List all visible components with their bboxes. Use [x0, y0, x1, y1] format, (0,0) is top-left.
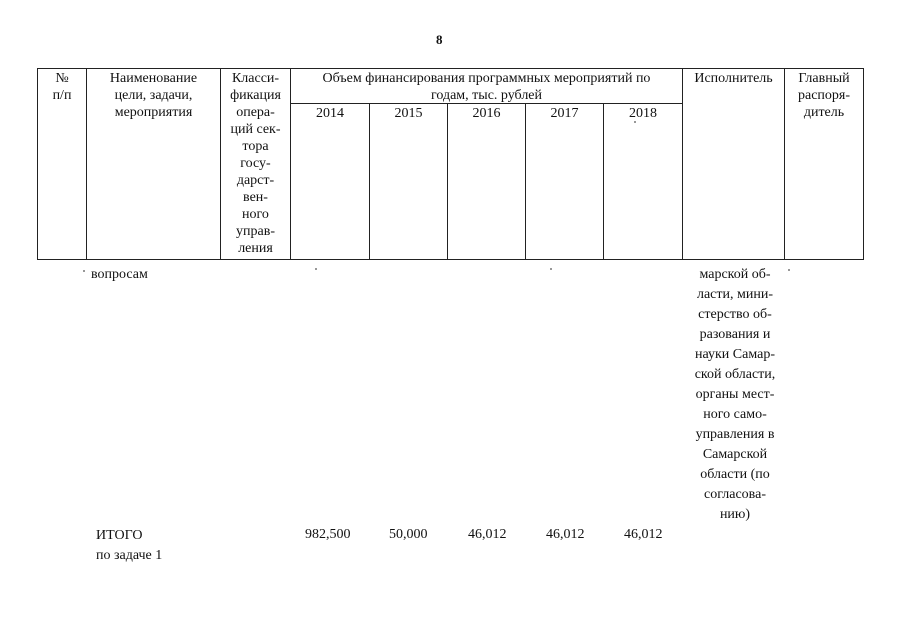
header-col-number [37, 68, 87, 260]
header-col-classification-line: управ- [236, 224, 275, 239]
header-col-classification-line: опера- [236, 105, 275, 120]
executor-line: разования и [699, 327, 771, 342]
total-label-line: ИТОГО [96, 528, 143, 543]
header-col-name-line: цели, задачи, [114, 88, 193, 103]
executor-line: марской об- [699, 267, 771, 282]
continuation-executor-text [680, 266, 790, 523]
executor-line: стерство об- [698, 307, 772, 322]
header-col-classification-line: Класси- [231, 71, 280, 86]
total-value-2016: 46,012 [468, 527, 507, 542]
scan-speck [315, 268, 317, 270]
total-label [96, 527, 162, 564]
year-label: 2018 [629, 106, 657, 121]
scan-speck [634, 121, 636, 123]
executor-line: ного само- [703, 407, 767, 422]
executor-line: науки Самар- [695, 347, 775, 362]
header-col-classification-line: ного [242, 207, 269, 222]
total-value-2017: 46,012 [546, 527, 585, 542]
header-col-classification-line: тора [242, 139, 269, 154]
header-col-classification [220, 68, 291, 260]
header-col-number-line: № [55, 71, 69, 86]
executor-line: Самарской [702, 447, 768, 462]
year-label: 2016 [472, 106, 501, 121]
header-col-number-line: п/п [52, 88, 72, 103]
executor-line: органы мест- [695, 387, 775, 402]
scan-speck [83, 270, 85, 272]
header-year-2014 [290, 103, 370, 260]
header-col-name-line: мероприятия [114, 105, 193, 120]
header-col-volume [290, 68, 683, 104]
executor-line: управления в [695, 427, 775, 442]
continuation-name-text: вопросам [91, 267, 148, 282]
executor-line: области (по [700, 467, 770, 482]
executor-line: ской области, [694, 367, 776, 382]
header-col-main-line: распоря- [797, 88, 851, 103]
executor-line: нию) [719, 507, 751, 522]
header-col-volume-line: Объем финансирования программных мероприятий по [322, 71, 651, 86]
scan-speck [550, 268, 552, 270]
executor-line: согласова- [704, 487, 766, 502]
header-col-main-manager [784, 68, 864, 260]
header-col-classification-line: вен- [243, 190, 268, 205]
table-header [37, 68, 864, 260]
scan-speck [788, 269, 790, 271]
header-col-main-line: дитель [803, 105, 845, 120]
year-label: 2017 [550, 106, 579, 121]
header-col-volume-line: годам, тыс. рублей [430, 88, 543, 103]
header-year-2015 [369, 103, 448, 260]
total-value-2014: 982,500 [305, 527, 351, 542]
year-label: 2015 [394, 106, 423, 121]
header-year-2016 [447, 103, 526, 260]
total-value-2018: 46,012 [624, 527, 663, 542]
header-col-classification-line: фикация [230, 88, 281, 103]
header-year-2017 [525, 103, 604, 260]
total-value-2015: 50,000 [389, 527, 428, 542]
executor-line: ласти, мини- [696, 287, 774, 302]
header-col-classification-line: госу- [240, 156, 271, 171]
header-col-classification-line: дарст- [236, 173, 275, 188]
header-col-main-line: Главный [798, 71, 850, 86]
header-col-name [86, 68, 221, 260]
header-col-executor-label: Исполнитель [694, 71, 773, 86]
header-col-classification-line: ления [238, 241, 273, 256]
header-col-executor [682, 68, 785, 260]
total-label-line: по задаче 1 [96, 548, 163, 563]
header-col-name-line: Наименование [109, 71, 198, 86]
header-year-2018 [603, 103, 683, 260]
page-number: 8 [436, 32, 443, 47]
header-col-classification-line: ций сек- [230, 122, 281, 137]
year-label: 2014 [316, 106, 344, 121]
